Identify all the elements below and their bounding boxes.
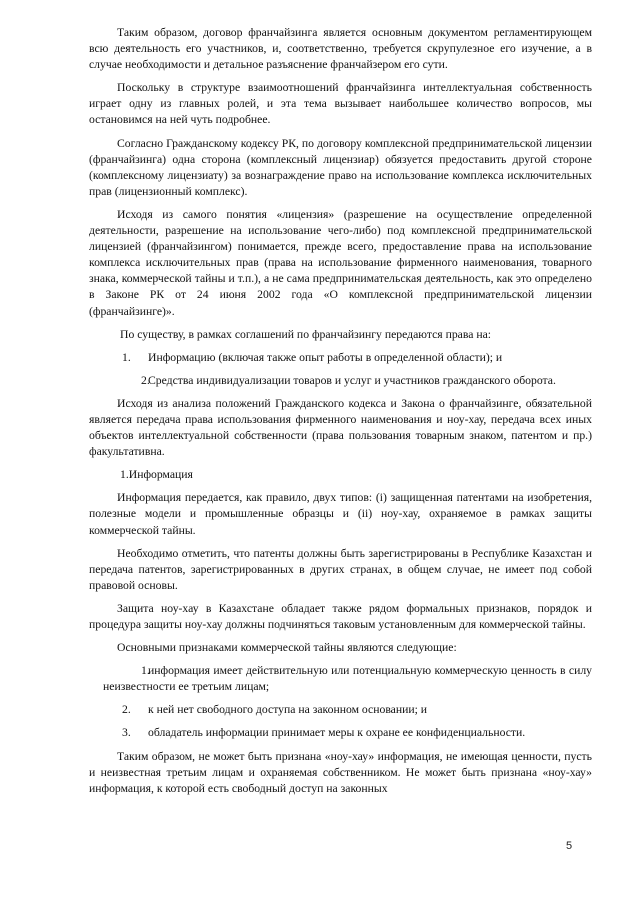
paragraph: Информация передается, как правило, двух типов: (i) защищенная патентами на изобретения, полезные модели и промышленные образцы и (ii) ноу-хау, охраняемое в рамках защиты коммерческой тайны. bbox=[89, 491, 592, 537]
list-number: 2. bbox=[141, 373, 150, 387]
page-number: 5 bbox=[566, 840, 573, 852]
page-body bbox=[89, 25, 592, 804]
list-text: информация имеет действительную или потенциальную коммерческую ценность в силу неизвестности ее третьим лицам; bbox=[103, 664, 592, 694]
paragraph: Таким образом, не может быть признана «ноу-хау» информация, не имеющая ценности, пусть и неизвестная третьим лицам и охраняемая собственником. Не может быть признана «ноу-хау» информация, к которой есть свободный доступ на законных bbox=[89, 749, 592, 795]
list-number: 1. bbox=[141, 664, 150, 678]
list-item bbox=[89, 373, 592, 389]
paragraph: Необходимо отметить, что патенты должны быть зарегистрированы в Республике Казахстан и передача патентов, зарегистрированных в других странах, в общем случае, не имеет под собой правовой основы. bbox=[89, 546, 592, 592]
paragraph: Согласно Гражданскому кодексу РК, по договору комплексной предпринимательской лицензии (франчайзинга) одна сторона (комплексный лицензиар) обязуется предоставить другой стороне (комплексному лицензиату) за вознаграждение право на использование комплекса исключительных прав (лицензионный комплекс). bbox=[89, 136, 592, 198]
list-item bbox=[89, 702, 592, 718]
paragraph: Поскольку в структуре взаимоотношений франчайзинга интеллектуальная собственность играет одну из главных ролей, и эта тема вызывает наибольшее количество вопросов, мы остановимся на ней чуть подробнее. bbox=[89, 81, 592, 127]
paragraph: Защита ноу-хау в Казахстане обладает также рядом формальных признаков, порядок и процедура защиты ноу-хау должны подчиняться таковым установленным для коммерческой тайны. bbox=[89, 601, 592, 631]
list-text: Средства индивидуализации товаров и услуг и участников гражданского оборота. bbox=[148, 373, 556, 387]
list-text: Информацию (включая также опыт работы в определенной области); и bbox=[148, 350, 503, 364]
list-number: 2. bbox=[122, 703, 131, 717]
list-item bbox=[89, 663, 592, 695]
section-heading: 1.Информация bbox=[120, 468, 193, 482]
list-number: 1. bbox=[122, 350, 131, 364]
paragraph: По существу, в рамках соглашений по франчайзингу передаются права на: bbox=[120, 327, 492, 341]
paragraph: Исходя из самого понятия «лицензия» (разрешение на осуществление определенной деятельности, разрешение на использование чего-либо) под комплексной предпринимательской лицензией (франчайзингом) понимается, прежде всего, предоставление права на использование комплекса исключительных прав (права на использование фирменного наименования, товарного знака, коммерческой тайны и т.п.), а не сама предпринимательская деятельность, как это определено в Законе РК от 24 июня 2002 года «О комплексной предпринимательской лицензии (франчайзинге)». bbox=[89, 207, 592, 318]
paragraph: Таким образом, договор франчайзинга является основным документом регламентирующем всю деятельность его участников, и, соответственно, требуется скрупулезное его изучение, а в случае необходимости и детальное разъяснение франчайзером его сути. bbox=[89, 26, 592, 72]
paragraph: Исходя из анализа положений Гражданского кодекса и Закона о франчайзинге, обязательной является передача права использования фирменного наименования и ноу-хау, передача всех иных объектов интеллектуальной собственности (права пользования товарным знаком, патентом и пр.) факультативна. bbox=[89, 396, 592, 459]
list-text: обладатель информации принимает меры к охране ее конфиденциальности. bbox=[148, 726, 526, 740]
paragraph: Основными признаками коммерческой тайны являются следующие: bbox=[117, 641, 457, 655]
list-text: к ней нет свободного доступа на законном основании; и bbox=[148, 703, 428, 717]
list-number: 3. bbox=[122, 726, 131, 740]
list-item bbox=[89, 725, 592, 741]
list-item bbox=[89, 350, 592, 366]
